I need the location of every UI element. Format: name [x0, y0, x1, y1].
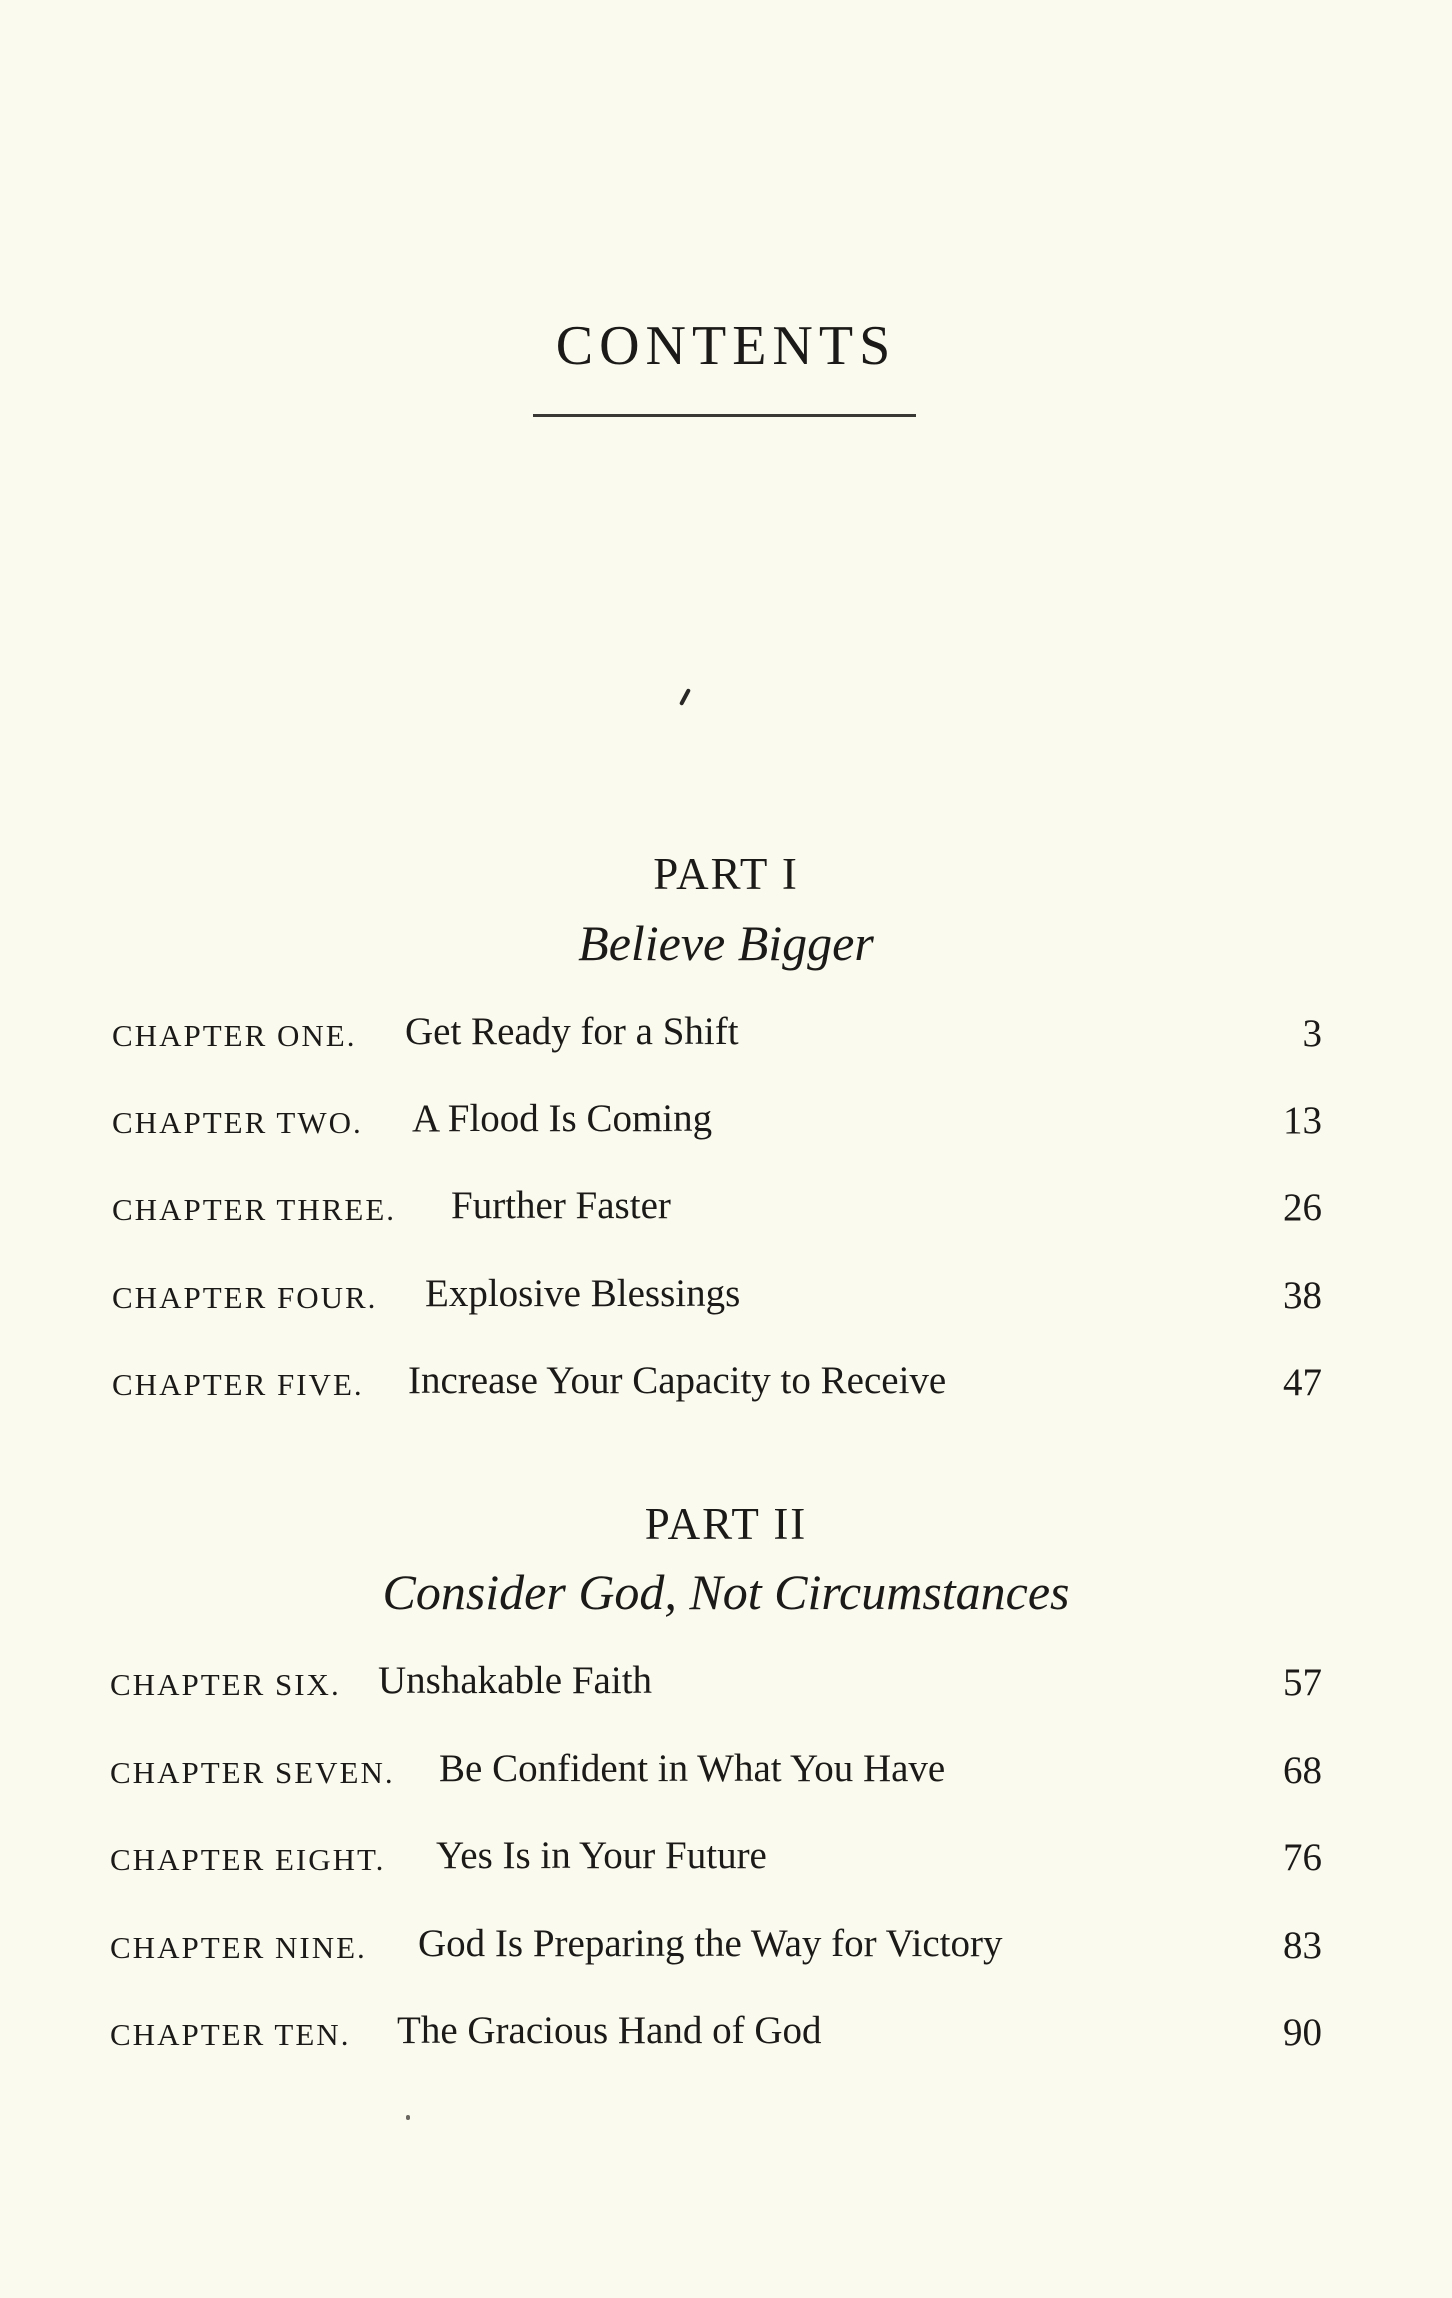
page-number: 68	[1283, 1749, 1322, 1792]
chapter-number: CHAPTER EIGHT.	[110, 1842, 386, 1877]
chapter-title: God Is Preparing the Way for Victory	[418, 1922, 1003, 1965]
chapter-title: Be Confident in What You Have	[439, 1747, 946, 1790]
part-1-subtitle: Believe Bigger	[578, 915, 874, 971]
part-2-label: PART II	[644, 1499, 808, 1549]
toc-row[interactable]	[112, 1099, 1322, 1149]
toc-row[interactable]	[110, 1749, 1322, 1799]
page-number: 3	[1302, 1012, 1322, 1055]
page-number: 83	[1283, 1924, 1322, 1967]
chapter-number: CHAPTER SIX.	[110, 1667, 341, 1702]
chapter-number: CHAPTER ONE.	[112, 1018, 357, 1053]
page-title: CONTENTS	[555, 315, 897, 377]
chapter-number: CHAPTER FOUR.	[112, 1280, 378, 1315]
page-number: 38	[1283, 1274, 1322, 1317]
part-2-subtitle: Consider God, Not Circumstances	[382, 1564, 1070, 1620]
chapter-title: The Gracious Hand of God	[397, 2009, 822, 2052]
toc-row[interactable]	[112, 1012, 1322, 1062]
page-speck	[406, 2115, 410, 2120]
chapter-title: Get Ready for a Shift	[405, 1010, 739, 1053]
chapter-number: CHAPTER TWO.	[112, 1105, 363, 1140]
page-number: 13	[1283, 1099, 1322, 1142]
page-number: 57	[1283, 1661, 1322, 1704]
toc-row[interactable]	[112, 1361, 1322, 1411]
ink-mark	[679, 688, 691, 706]
toc-row[interactable]	[112, 1274, 1322, 1324]
chapter-number: CHAPTER TEN.	[110, 2017, 351, 2052]
part-1-label: PART I	[653, 849, 799, 899]
toc-row[interactable]	[110, 1661, 1322, 1711]
toc-row[interactable]	[110, 1924, 1322, 1974]
chapter-title: Explosive Blessings	[425, 1272, 741, 1315]
page-number: 90	[1283, 2011, 1322, 2054]
chapter-title: Further Faster	[451, 1184, 671, 1227]
page-number: 26	[1283, 1186, 1322, 1229]
toc-row[interactable]	[110, 1836, 1322, 1886]
chapter-title: Yes Is in Your Future	[436, 1834, 767, 1877]
page-number: 47	[1283, 1361, 1322, 1404]
chapter-title: A Flood Is Coming	[412, 1097, 713, 1140]
chapter-title: Unshakable Faith	[378, 1659, 653, 1702]
toc-row[interactable]	[112, 1186, 1322, 1236]
chapter-title: Increase Your Capacity to Receive	[408, 1359, 947, 1402]
chapter-number: CHAPTER FIVE.	[112, 1367, 364, 1402]
title-underline	[533, 414, 916, 417]
chapter-number: CHAPTER NINE.	[110, 1930, 367, 1965]
toc-row[interactable]	[110, 2011, 1322, 2061]
chapter-number: CHAPTER THREE.	[112, 1192, 397, 1227]
chapter-number: CHAPTER SEVEN.	[110, 1755, 395, 1790]
page-number: 76	[1283, 1836, 1322, 1879]
